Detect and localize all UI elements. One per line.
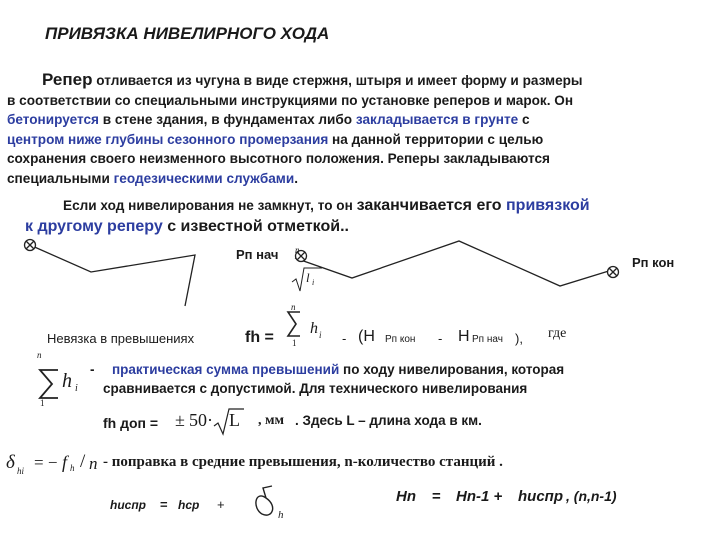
closed-traverse-line: [295, 241, 612, 286]
practical-sum-line-1: [112, 362, 564, 377]
delta-h-subscript: h: [278, 509, 284, 521]
delta-symbol: δ: [6, 452, 15, 473]
dash: -: [90, 362, 95, 377]
term-binding: привязкой: [506, 197, 590, 214]
term-concreted: бетонируется: [7, 112, 99, 127]
sub-rp-kon: Рп кон: [385, 334, 416, 345]
term-geodetic-services: геодезическими службами: [113, 170, 295, 186]
para-text: Если ход нивелирования не замкнут, то он: [63, 198, 357, 213]
n-n-1: , (n,n-1): [566, 488, 617, 504]
h-sr: hср: [178, 498, 200, 512]
h-ispr-right: hиспр: [518, 488, 563, 505]
equals-sign-2: =: [432, 488, 441, 505]
equals-minus: = −: [34, 453, 58, 472]
sum-var-l: l: [306, 270, 310, 285]
f-subscript: h: [70, 463, 75, 473]
h-n: Нn: [396, 488, 416, 505]
term-reper: Репер: [42, 70, 93, 89]
sum1-top: n: [291, 302, 296, 312]
coef-50: 50·: [189, 410, 213, 430]
sum1-i: i: [319, 330, 322, 340]
para-text: по ходу нивелирования, которая: [339, 362, 565, 377]
delta-subscript: hi: [17, 466, 25, 476]
f-symbol: f: [62, 452, 68, 472]
where-word: где: [548, 326, 567, 341]
para-line-5: сохранения своего неизменного высотного положения. Реперы закладываются: [7, 151, 550, 166]
para-text: .: [294, 170, 298, 186]
para-text: заканчивается его: [356, 197, 507, 214]
fh-dop-label: fh доп =: [103, 415, 159, 431]
para-text: с: [518, 112, 530, 127]
paren-close: ),: [515, 331, 523, 346]
minus-sign: -: [342, 331, 347, 346]
sigma-sign-2: [40, 370, 58, 398]
fh-symbol: fh =: [245, 329, 274, 346]
sum2-top: n: [37, 350, 42, 360]
sum-index-i: i: [312, 278, 315, 287]
plus-minus-sign: ±: [175, 410, 185, 430]
para-text: специальными: [7, 170, 114, 186]
sum2-bottom: 1: [40, 398, 45, 408]
para-text: в стене здания, в фундаментах либо: [98, 112, 356, 127]
length-explanation: . Здесь L – длина хода в км.: [295, 413, 482, 428]
h-n-1: Нn-1 +: [456, 488, 503, 505]
h-symbol: Н: [458, 328, 470, 345]
para-text: с известной отметкой..: [162, 218, 349, 235]
correction-explanation: - поправка в средние превышения, n-количество станций .: [103, 454, 503, 470]
plus-sign: +: [217, 497, 225, 512]
length-L: L: [229, 410, 240, 430]
slash: /: [80, 451, 86, 472]
h-ispr-left: hиспр: [110, 498, 146, 512]
sum2-h: h: [62, 370, 72, 392]
label-rp-nach: Рп нач: [236, 247, 279, 262]
sum1-h: h: [310, 320, 318, 337]
sum-upper-n: n: [295, 245, 300, 255]
term-other-reper: к другому реперу: [25, 218, 163, 235]
para-line-2: в соответствии со специальными инструкциями по установке реперов и марок. Он: [7, 92, 574, 108]
unit-mm: , мм: [258, 413, 285, 428]
para-text: на данной территории с целью: [328, 131, 544, 147]
misclosure-label: Невязка в превышениях: [47, 331, 195, 346]
para-text: отливается из чугуна в виде стержня, штыря и имеет форму и размеры: [92, 73, 583, 88]
sub-rp-nach: Рп нач: [472, 334, 503, 345]
label-rp-kon: Рп кон: [632, 255, 675, 270]
n-symbol: n: [89, 454, 98, 473]
open-traverse-line: [30, 245, 195, 306]
page-title: ПРИВЯЗКА НИВЕЛИРНОГО ХОДА: [45, 24, 330, 43]
sigma-sign-1: [288, 312, 300, 336]
term-frost-depth: центром ниже глубины сезонного промерзания: [7, 131, 329, 147]
equals-sign: =: [160, 497, 168, 512]
term-in-ground: закладывается в грунте: [355, 112, 519, 127]
sum1-bottom: 1: [292, 338, 297, 348]
practical-sum-line-2: сравнивается с допустимой. Для технического нивелирования: [103, 381, 528, 396]
paren-h-open: (Н: [358, 328, 375, 345]
term-practical-sum: практическая сумма превышений: [112, 362, 340, 377]
minus-sign-2: -: [438, 331, 443, 346]
sum2-i: i: [75, 383, 78, 394]
